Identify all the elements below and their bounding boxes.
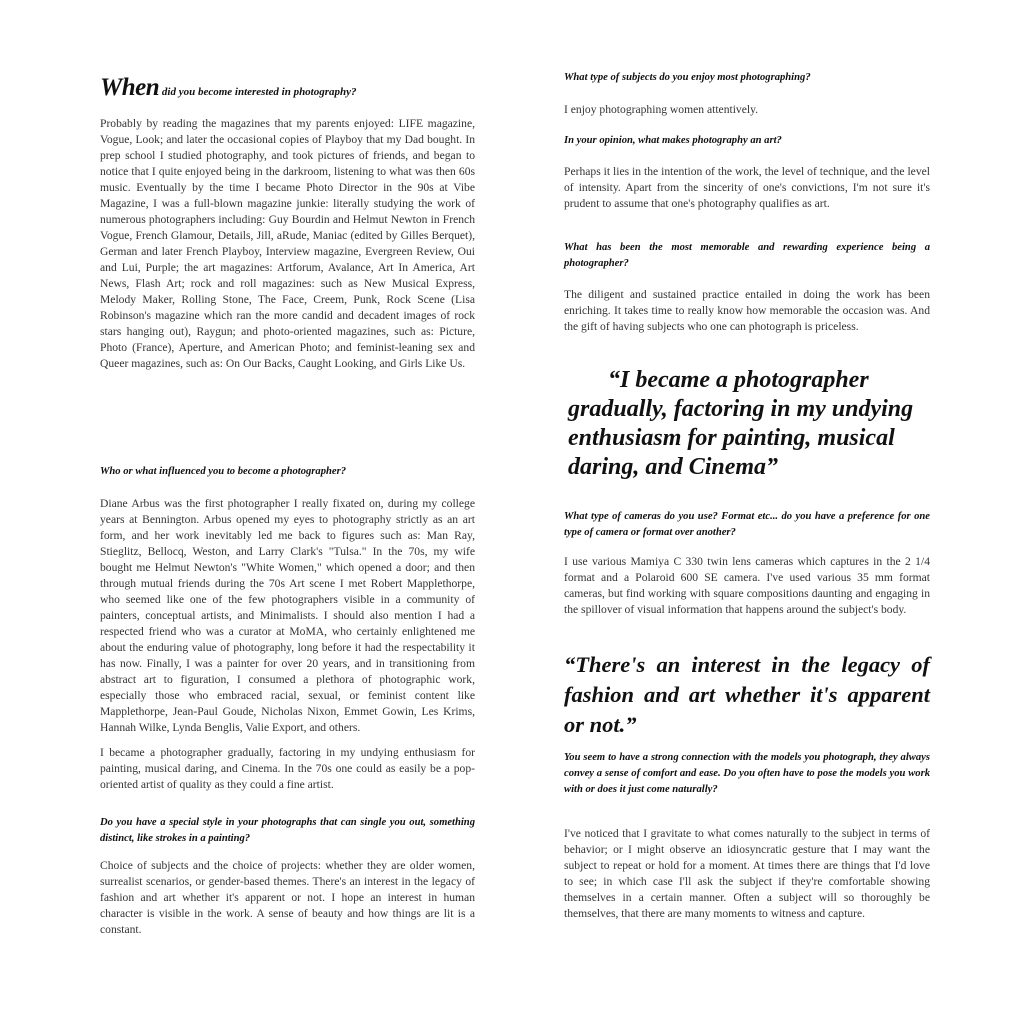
question-models: You seem to have a strong connection with the models you photograph, they always convey a sense of comfort and ease. Do you often have to pose the models you work with or does it just come naturally? — [564, 752, 930, 795]
answer-memorable: The diligent and sustained practice entailed in doing the work has been enriching. It takes time to really know how memorable the occasion was. And the gift of having subjects who one can photograph is priceless. — [564, 288, 930, 333]
answer-art: Perhaps it lies in the intention of the work, the level of technique, and the level of intensity. Apart from the sincerity of one's convictions, I'm not sure it's prudent to assume that one's photography qualifies as art. — [564, 165, 930, 210]
answer-interest: Probably by reading the magazines that my parents enjoyed: LIFE magazine, Vogue, Look; and later the occasional copies of Playboy that my Dad bought. In prep school I studied photography, and took pictures of friends, and began to notice that I quite enjoyed being in the darkroom, listening to what was then 60s music. Eventually by the time I became Photo Director in the 90s at Vibe Magazine, I was a full-blown magazine junkie: literally studying the work of numerous photographers including: Guy Bourdin and Helmut Newton in French Vogue, French Glamour, Details, Jill, aRude, Maniac (edited by Gilles Berquet), German and later French Playboy, Interview magazine, Evergreen Review, Oui and Lui, Purple; the art magazines: Artforum, Avalance, Art In America, Art News, Flash Art; rock and roll magazines: such as New Musical Express, Melody Maker, Rolling Stone, The Face, Creem, Punk, Rock Scene (Lisa Robinson's magazine which ran the more candid and decadent images of rock stars hanging out), Raygun; and photo-oriented magazines, such as: Picture, Photo (France), Aperture, and American Photo; and feminist-leaning sex and Queer magazines, such as: On Our Backs, Caught Looking, and Girls Like Us. — [100, 117, 475, 370]
answer-cameras: I use various Mamiya C 330 twin lens cameras which captures in the 2 1/4 format and a Polaroid 600 SE camera. I've used various 35 mm format cameras, but find working with square compositions daunting and engaging in the spillover of visual information that happens around the subject's body. — [564, 555, 930, 616]
question-memorable: What has been the most memorable and rewarding experience being a photographer? — [564, 242, 930, 269]
question-art: In your opinion, what makes photography an art? — [564, 135, 782, 146]
answer-influence-continued: I became a photographer gradually, factoring in my undying enthusiasm for painting, musical daring, and Cinema. In the 70s one could as easily be a pop-oriented artist of quality as they could a fine artist. — [100, 746, 475, 791]
heading-rest: did you become interested in photography? — [161, 86, 357, 98]
question-style: Do you have a special style in your photographs that can single you out, something distinct, like strokes in a painting? — [100, 817, 475, 844]
heading-lead-word: When — [100, 74, 160, 101]
answer-influence: Diane Arbus was the first photographer I really fixated on, during my college years at Bennington. Arbus opened my eyes to photography strictly as an art form, and her work inevitably led me back to figures such as: Man Ray, Stieglitz, Bellocq, Weston, and Larry Clark's "Tulsa." In the 70s, my wife bought me Helmut Newton's "White Women," which opened a door; and then through mutual friends during the 70s Art scene I met Robert Mapplethorpe, who seemed like one of the few photographers visible in a community of painters, conceptual artists, and Minimalists. I should also mention I had a respected friend who was a curator at MoMA, who certainly enlightened me about the enduring value of photography, long before it had the respectability it has now. Finally, I was a painter for over 20 years, and in transitioning from abstract art to figuration, I consumed a plethora of photographic work, especially those who embraced racial, sexual, or feminist content like Mapplethorpe, Jean-Paul Goude, Nicholas Nixon, Emmet Gowin, Les Krims, Hannah Wilke, Lynda Benglis, Valie Export, and others. — [100, 497, 475, 734]
question-subjects: What type of subjects do you enjoy most photographing? — [564, 72, 811, 83]
question-influence: Who or what influenced you to become a photographer? — [100, 466, 347, 477]
answer-subjects: I enjoy photographing women attentively. — [564, 103, 759, 116]
question-cameras: What type of cameras do you use? Format etc... do you have a preference for one type of camera or format over another? — [564, 511, 930, 538]
pull-quote-legacy: “There's an interest in the legacy of fashion and art whether it's apparent or not.” — [564, 652, 930, 737]
heading-when — [100, 74, 475, 101]
answer-models: I've noticed that I gravitate to what comes naturally to the subject in terms of behavior; or I might observe an idiosyncratic gesture that I may want the subject to repeat or hold for a moment. At times there are things that I'd love to see; in which case I'll ask the subject if they're comfortable showing themselves in a certain manner. Often a subject will so thoroughly be themselves, that there are many moments to witness and capture. — [564, 827, 930, 920]
pull-quote-gradually: “I became a photographer gradually, factoring in my undying enthusiasm for painting, musical daring, and Cinema” — [568, 367, 914, 480]
answer-style: Choice of subjects and the choice of projects: whether they are older women, surrealist scenarios, or gender-based themes. There's an interest in the legacy of fashion and art whether it's apparent or not. I hope an interest in human character is visible in the work. A sense of beauty and how things are lit is a constant. — [100, 859, 475, 936]
